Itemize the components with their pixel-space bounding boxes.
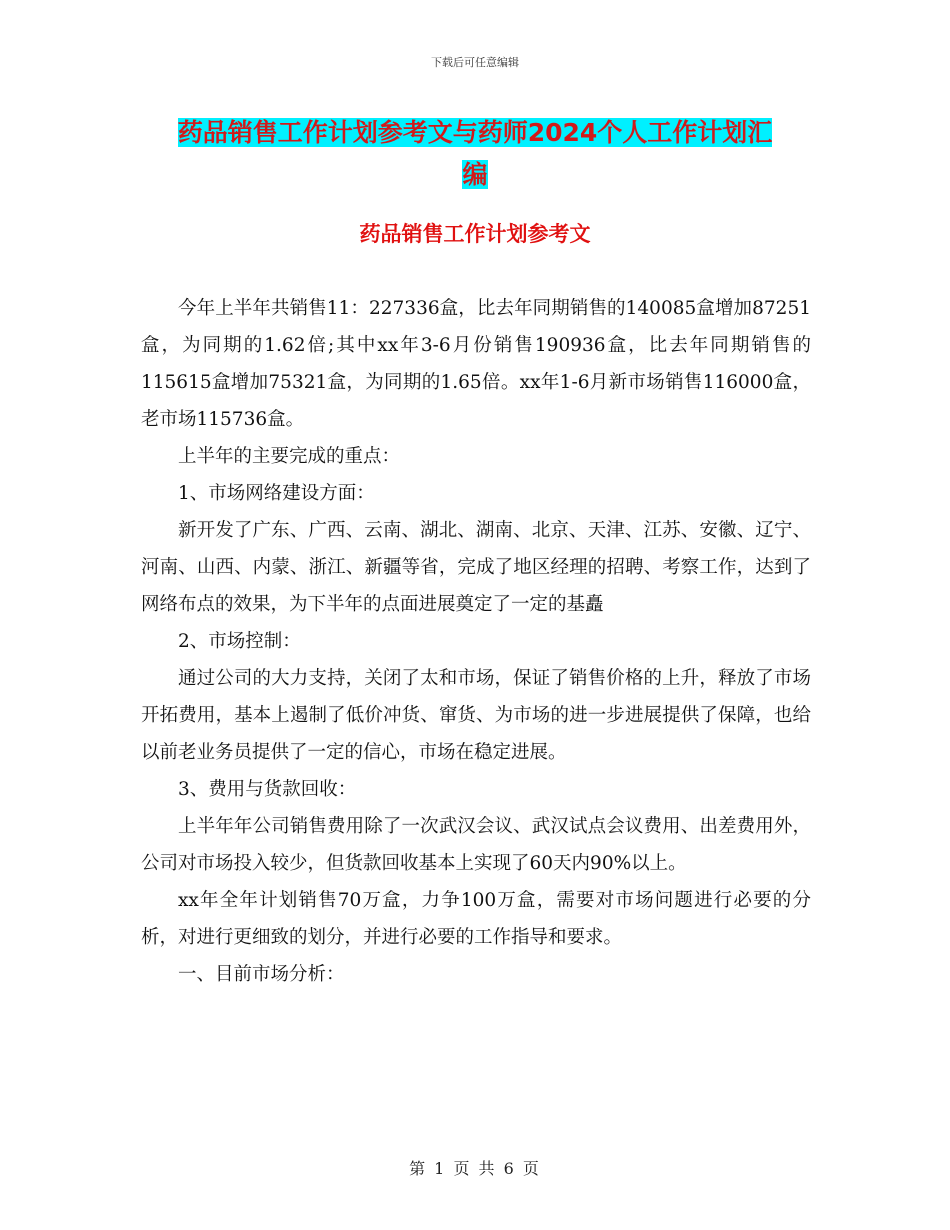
- paragraph: 上半年年公司销售费用除了一次武汉会议、武汉试点会议费用、出差费用外，公司对市场投入较少，但货款回收基本上实现了60天内90%以上。: [141, 816, 811, 874]
- body-text: [141, 290, 811, 993]
- document-title: [140, 112, 810, 196]
- title-line-1: 药品销售工作计划参考文与药师2024个人工作计划汇: [177, 118, 773, 147]
- section-title: 药品销售工作计划参考文: [359, 222, 591, 246]
- header-note: 下载后可任意编辑: [431, 56, 519, 69]
- paragraph: 2、市场控制：: [178, 631, 301, 652]
- paragraph: xx年全年计划销售70万盒，力争100万盒，需要对市场问题进行必要的分析，对进行更细致的划分，并进行必要的工作指导和要求。: [141, 890, 811, 948]
- title-line-2: 编: [462, 160, 488, 189]
- paragraph: 今年上半年共销售11：227336盒，比去年同期销售的140085盒增加87251盒，为同期的1.62倍;其中xx年3-6月份销售190936盒，比去年同期销售的115615盒增加75321盒，为同期的1.65倍。xx年1-6月新市场销售116000盒，老市场115736盒。: [141, 298, 811, 430]
- paragraph: 一、目前市场分析：: [178, 964, 345, 985]
- paragraph: 上半年的主要完成的重点：: [178, 446, 401, 467]
- paragraph: 1、市场网络建设方面：: [178, 483, 375, 504]
- paragraph: 新开发了广东、广西、云南、湖北、湖南、北京、天津、江苏、安徽、辽宁、河南、山西、内蒙、浙江、新疆等省，完成了地区经理的招聘、考察工作，达到了网络布点的效果，为下半年的点面进展奠定了一定的基矗: [141, 520, 811, 615]
- paragraph: 通过公司的大力支持，关闭了太和市场，保证了销售价格的上升，释放了市场开拓费用，基本上遏制了低价冲货、窜货、为市场的进一步进展提供了保障，也给以前老业务员提供了一定的信心，市场在稳定进展。: [141, 668, 811, 763]
- page-number: 第 1 页 共 6 页: [409, 1159, 541, 1178]
- paragraph: 3、费用与货款回收：: [178, 779, 357, 800]
